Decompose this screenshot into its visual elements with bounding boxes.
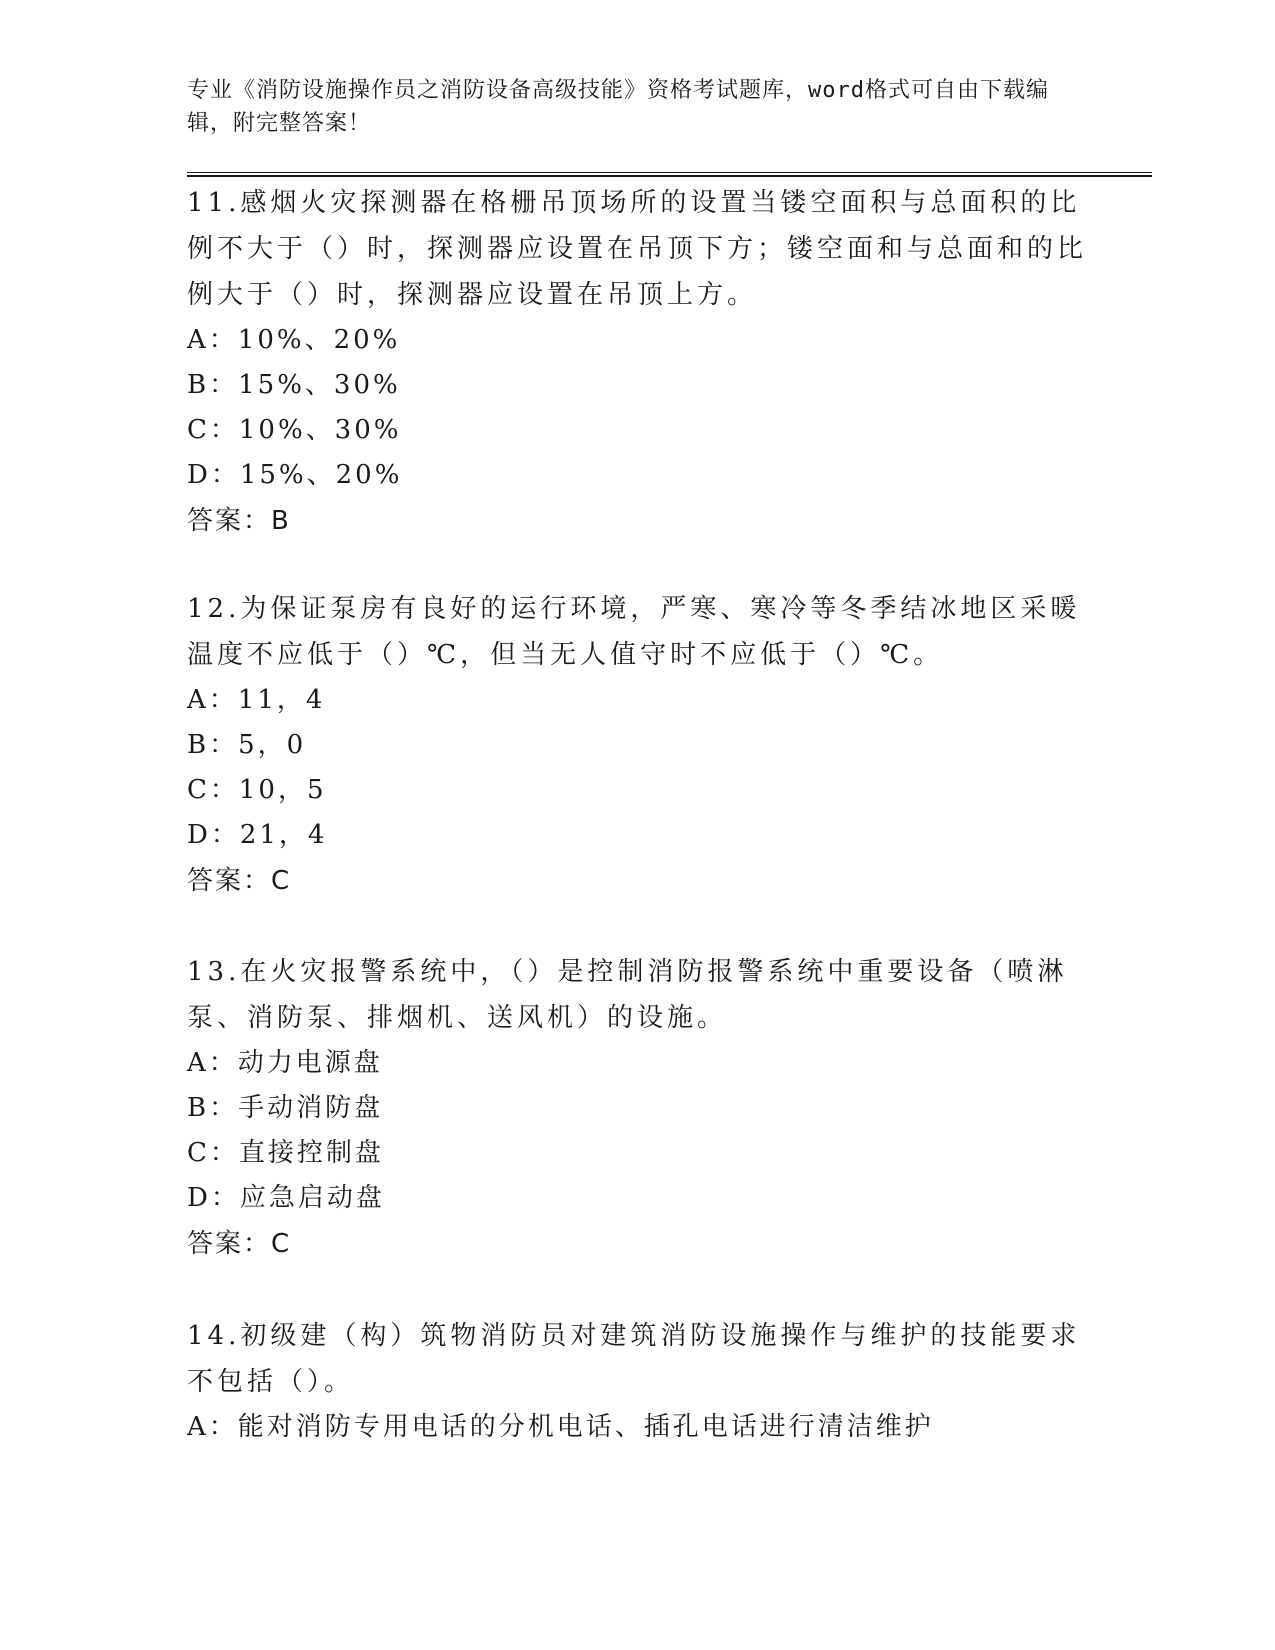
option-d: D：15%、20%: [187, 460, 403, 490]
option-a: A：11，4: [187, 685, 326, 715]
header-rule-thin: [187, 172, 1152, 173]
option-b: B：5，0: [187, 730, 307, 760]
option-b: B：15%、30%: [187, 370, 401, 400]
question-13: [187, 949, 1087, 1267]
option-b: B：手动消防盘: [187, 1093, 384, 1123]
question-stem: 13.在火灾报警系统中，（）是控制消防报警系统中重要设备（喷淋泵、消防泵、排烟机、送风机）的设施。: [187, 957, 1068, 1033]
option-a: A：动力电源盘: [187, 1048, 383, 1078]
question-12: [187, 586, 1087, 904]
option-d: D：应急启动盘: [187, 1183, 385, 1213]
option-a: A：能对消防专用电话的分机电话、插孔电话进行清洁维护: [187, 1412, 934, 1442]
document-header: 专业《消防设施操作员之消防设备高级技能》资格考试题库，word格式可自由下载编辑，附完整答案！: [187, 78, 1049, 136]
option-d: D：21，4: [187, 820, 328, 850]
question-stem: 12.为保证泵房有良好的运行环境，严寒、寒冷等冬季结冰地区采暖温度不应低于（）℃，但当无人值守时不应低于（）℃。: [187, 594, 1081, 670]
header-rule-thick: [187, 175, 1152, 177]
question-11: [187, 180, 1087, 544]
question-stem: 11.感烟火灾探测器在格栅吊顶场所的设置当镂空面积与总面积的比例不大于（）时，探测器应设置在吊顶下方；镂空面和与总面和的比例大于（）时，探测器应设置在吊顶上方。: [187, 188, 1088, 310]
option-c: C：10，5: [187, 775, 327, 805]
answer-label: 答案：B: [187, 506, 291, 536]
question-stem: 14.初级建（构）筑物消防员对建筑消防设施操作与维护的技能要求不包括（）。: [187, 1321, 1081, 1397]
option-a: A：10%、20%: [187, 325, 401, 355]
option-c: C：10%、30%: [187, 415, 402, 445]
answer-label: 答案：C: [187, 1229, 292, 1259]
answer-label: 答案：C: [187, 866, 292, 896]
option-c: C：直接控制盘: [187, 1138, 384, 1168]
question-14: [187, 1313, 1087, 1450]
